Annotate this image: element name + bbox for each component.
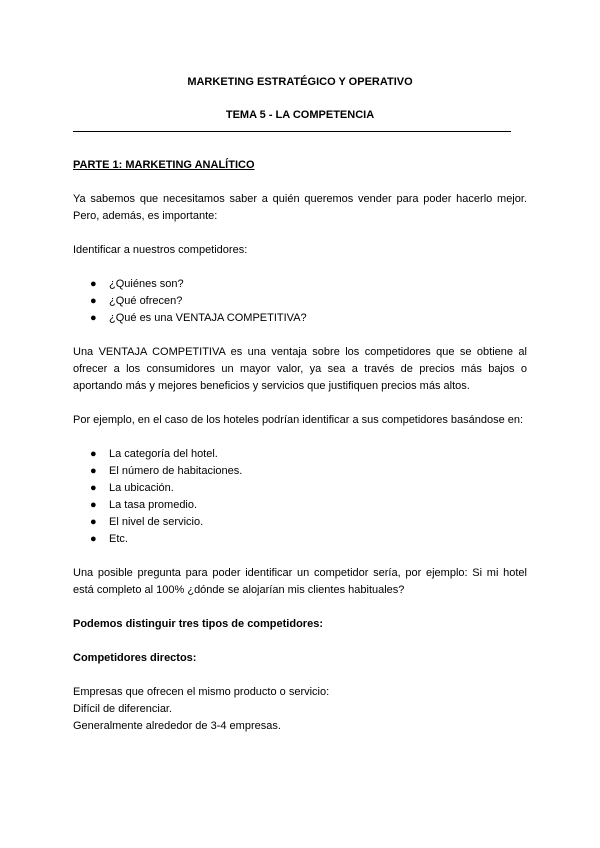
list-item: ● La tasa promedio. <box>73 497 527 514</box>
bullet-icon: ● <box>90 278 97 290</box>
document-title: MARKETING ESTRATÉGICO Y OPERATIVO <box>187 76 413 88</box>
bullet-icon: ● <box>90 516 97 528</box>
list-item: ● Etc. <box>73 531 527 548</box>
bullet-icon: ● <box>90 533 97 545</box>
list-item: ● La ubicación. <box>73 480 527 497</box>
bullet-icon: ● <box>90 295 97 307</box>
text-line: Empresas que ofrecen el mismo producto o servicio: <box>73 686 330 698</box>
bullet-icon: ● <box>90 482 97 494</box>
types-heading: Podemos distinguir tres tipos de competidores: <box>73 618 323 630</box>
horizontal-rule <box>73 131 511 132</box>
criteria-list <box>73 446 527 548</box>
list-item: ● La categoría del hotel. <box>73 446 527 463</box>
bullet-icon: ● <box>90 465 97 477</box>
intro-paragraph: Ya sabemos que necesitamos saber a quién queremos vender para poder hacerlo mejor. Pero, además, es importante: <box>73 193 527 222</box>
identify-heading: Identificar a nuestros competidores: <box>73 244 248 256</box>
list-item: ● ¿Quiénes son? <box>73 276 527 293</box>
list-item: ● El nivel de servicio. <box>73 514 527 531</box>
document-subtitle: TEMA 5 - LA COMPETENCIA <box>225 109 375 121</box>
question-paragraph: Una posible pregunta para poder identificar un competidor sería, por ejemplo: Si mi hotel está completo al 100% ¿dónde se alojarían mis clientes habituales? <box>73 567 527 596</box>
direct-competitors-lines <box>73 684 527 735</box>
text-line: Generalmente alrededor de 3-4 empresas. <box>73 720 281 732</box>
bullet-icon: ● <box>90 499 97 511</box>
list-item: ● ¿Qué es una VENTAJA COMPETITIVA? <box>73 310 527 327</box>
questions-list <box>73 276 527 327</box>
bullet-icon: ● <box>90 312 97 324</box>
ventaja-definition: Una VENTAJA COMPETITIVA es una ventaja sobre los competidores que se obtiene al ofrecer a los consumidores un mayor valor, ya sea a través de precios más bajos o aportando más y mejores beneficios y servicios que justifiquen precios más altos. <box>73 346 527 392</box>
list-item: ● El número de habitaciones. <box>73 463 527 480</box>
bullet-icon: ● <box>90 448 97 460</box>
section-heading: PARTE 1: MARKETING ANALÍTICO <box>73 159 255 171</box>
direct-competitors-heading: Competidores directos: <box>73 652 197 664</box>
example-intro: Por ejemplo, en el caso de los hoteles podrían identificar a sus competidores basándose en: <box>73 414 524 426</box>
list-item: ● ¿Qué ofrecen? <box>73 293 527 310</box>
text-line: Difícil de diferenciar. <box>73 703 173 715</box>
